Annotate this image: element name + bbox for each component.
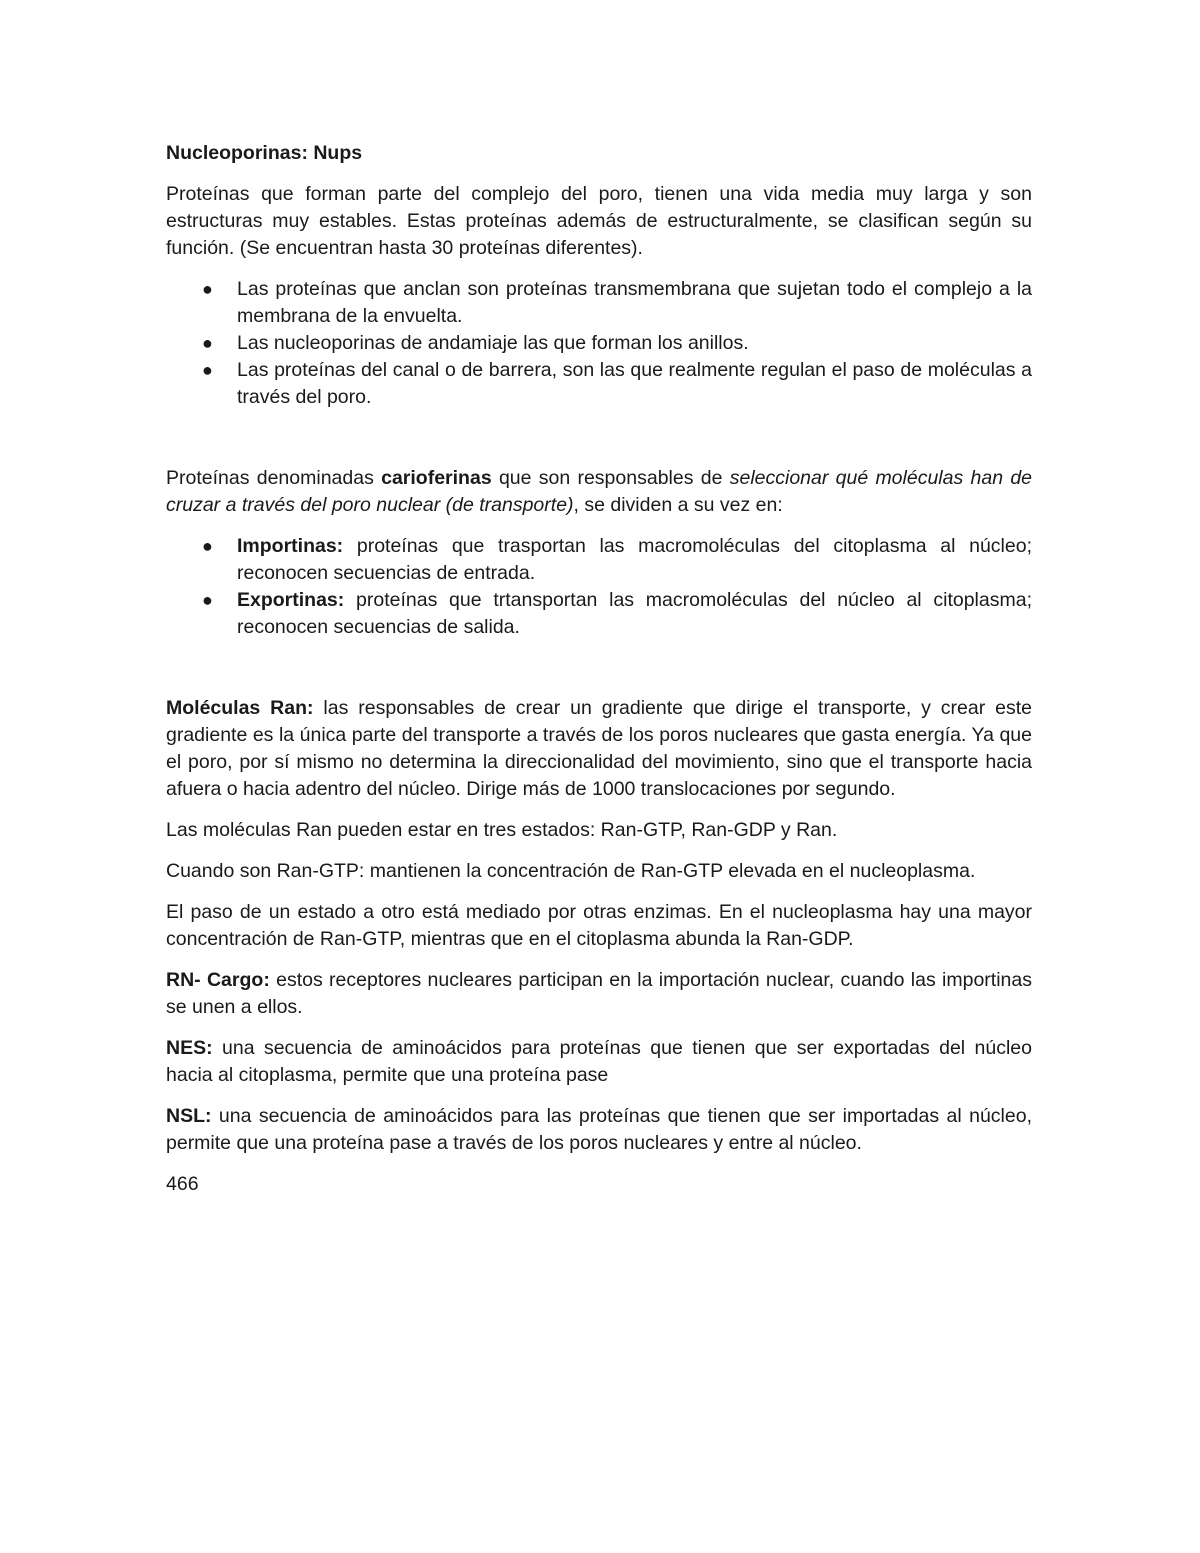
bullet-icon: ● bbox=[202, 536, 213, 556]
nucleoporinas-intro: Proteínas que forman parte del complejo del poro, tienen una vida media muy larga y son estructuras muy estables. Estas proteínas además de estructuralmente, se clasifican según su función. (Se encuentran hasta 30 proteínas diferentes). bbox=[166, 183, 1032, 259]
bullet-icon: ● bbox=[202, 279, 213, 299]
section-spacer bbox=[166, 425, 1032, 465]
carioferinas-term: carioferinas bbox=[381, 467, 492, 489]
carioferinas-list bbox=[166, 533, 1032, 641]
bullet-icon: ● bbox=[202, 333, 213, 353]
section-title-nucleoporinas: Nucleoporinas: Nups bbox=[166, 142, 363, 164]
list-item: ● Las nucleoporinas de andamiaje las que forman los anillos. bbox=[166, 330, 1032, 357]
bullet-icon: ● bbox=[202, 360, 213, 380]
nsl-paragraph: NSL: una secuencia de aminoácidos para las proteínas que tienen que ser importadas al núcleo, permite que una proteína pase a través de los poros nucleares y entre al núcleo. bbox=[166, 1105, 1032, 1154]
list-item: ● Las proteínas que anclan son proteínas transmembrana que sujetan todo el complejo a la membrana de la envuelta. bbox=[202, 278, 1032, 327]
list-item: ● Exportinas: proteínas que trtansportan las macromoléculas del núcleo al citoplasma; reconocen secuencias de salida. bbox=[202, 589, 1032, 638]
ran-states-paragraph: Las moléculas Ran pueden estar en tres estados: Ran-GTP, Ran-GDP y Ran. bbox=[166, 819, 838, 841]
nes-paragraph: NES: una secuencia de aminoácidos para proteínas que tienen que ser exportadas del núcleo hacia al citoplasma, permite que una proteína pase bbox=[166, 1037, 1032, 1086]
list-item: ● Importinas: proteínas que trasportan las macromoléculas del citoplasma al núcleo; reconocen secuencias de entrada. bbox=[202, 535, 1032, 584]
ran-paragraph: Moléculas Ran: las responsables de crear un gradiente que dirige el transporte, y crear este gradiente es la única parte del transporte a través de los poros nucleares que gasta energía. Ya que el poro, por sí mismo no determina la direccionalidad del movimiento, sino que el transporte hacia afuera o hacia adentro del núcleo. Dirige más de 1000 translocaciones por segundo. bbox=[166, 697, 1032, 800]
ran-gtp-paragraph: Cuando son Ran-GTP: mantienen la concentración de Ran-GTP elevada en el nucleoplasma. bbox=[166, 860, 976, 882]
enzymes-paragraph: El paso de un estado a otro está mediado por otras enzimas. En el nucleoplasma hay una mayor concentración de Ran-GTP, mientras que en el citoplasma abunda la Ran-GDP. bbox=[166, 901, 1032, 950]
page-number: 466 bbox=[166, 1173, 199, 1195]
carioferinas-italic: seleccionar qué moléculas han de cruzar a través del poro nuclear (de transporte) bbox=[166, 467, 1033, 516]
bullet-icon: ● bbox=[202, 590, 213, 610]
section-spacer bbox=[166, 655, 1032, 695]
nucleoporinas-list bbox=[166, 276, 1032, 411]
carioferinas-paragraph: Proteínas denominadas carioferinas que son responsables de seleccionar qué moléculas han de cruzar a través del poro nuclear (de transporte), se dividen a su vez en: bbox=[166, 467, 1033, 516]
list-item: ● Las proteínas del canal o de barrera, son las que realmente regulan el paso de moléculas a través del poro. bbox=[202, 359, 1032, 408]
rn-cargo-paragraph: RN- Cargo: estos receptores nucleares participan en la importación nuclear, cuando las importinas se unen a ellos. bbox=[166, 969, 1032, 1018]
document-page bbox=[166, 140, 1032, 1198]
